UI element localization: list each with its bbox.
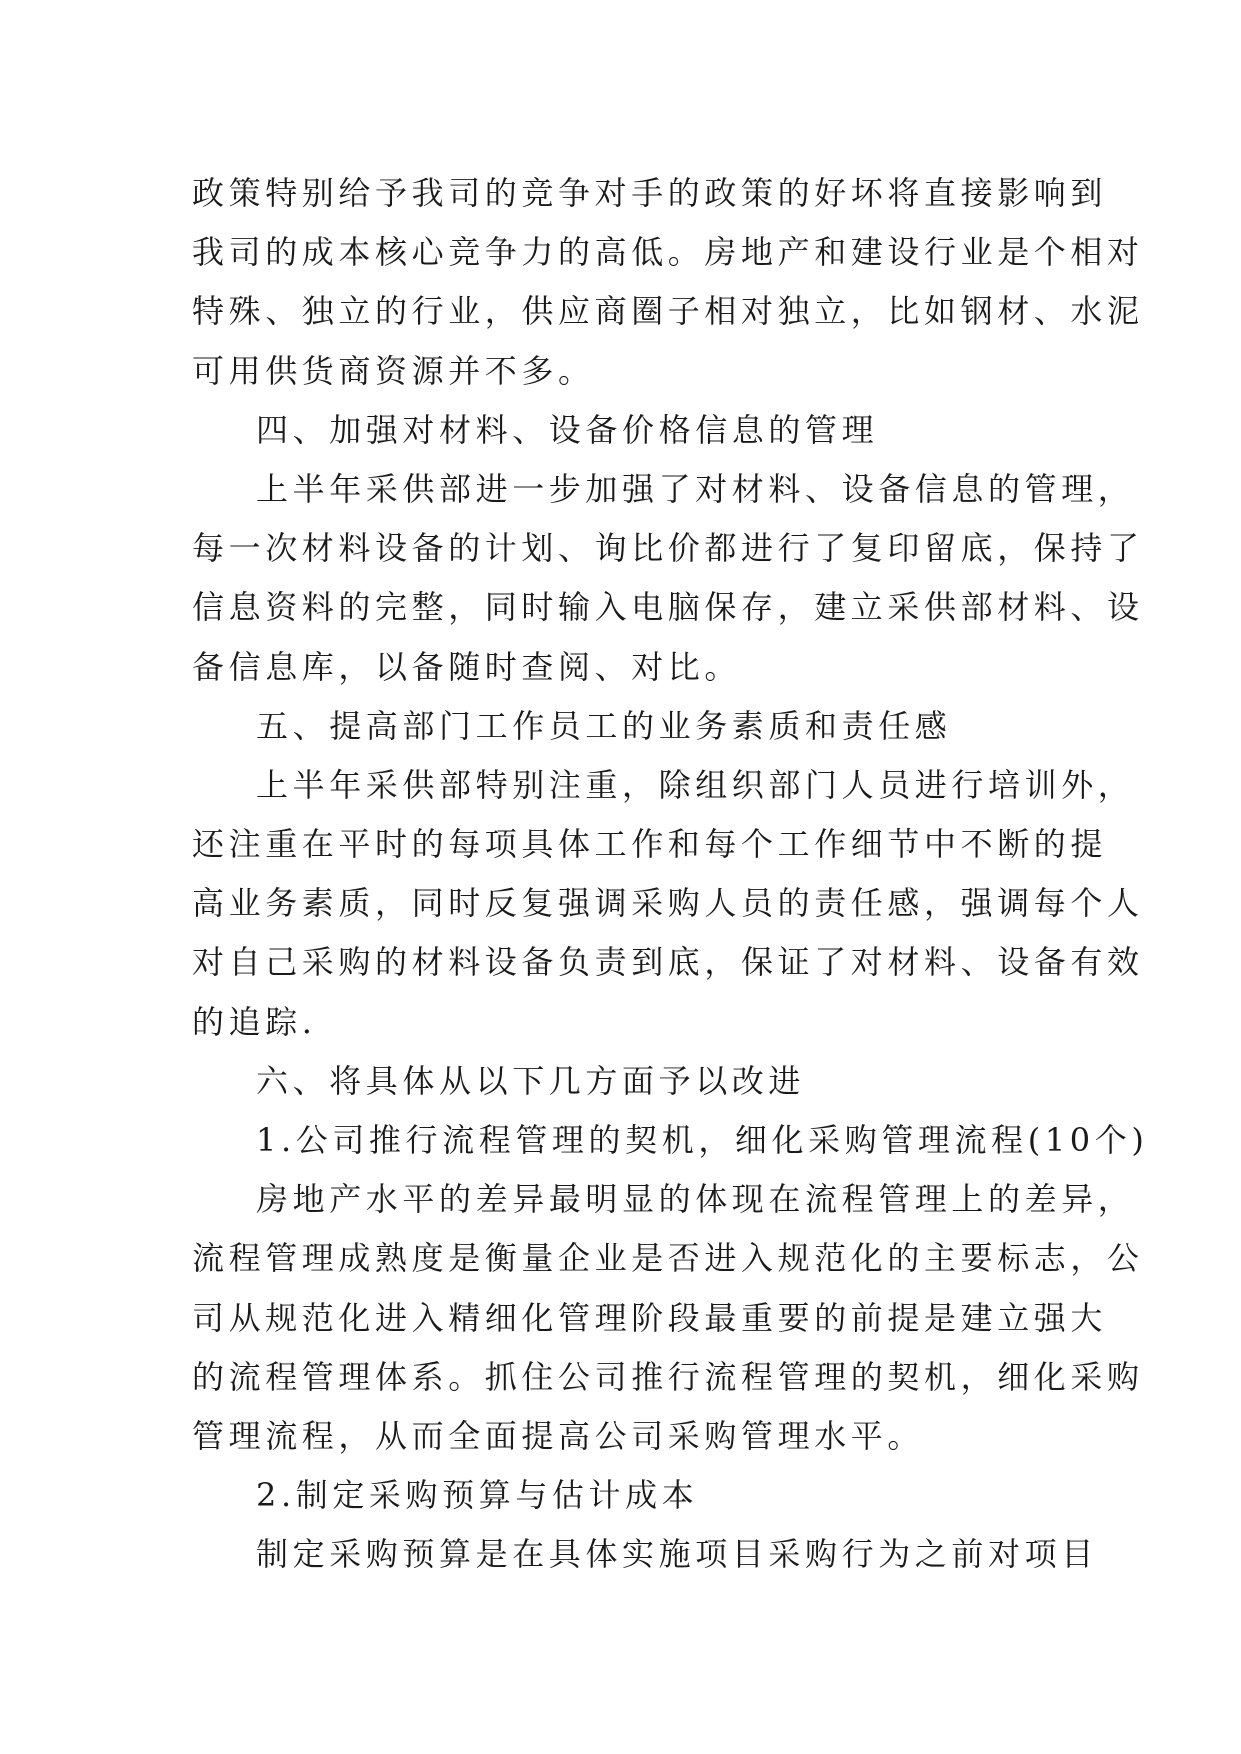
subsection-heading: 1.公司推行流程管理的契机，细化采购管理流程(10个): [256, 1121, 1149, 1159]
section-heading: 四、加强对材料、设备价格信息的管理: [256, 410, 879, 449]
text-line: 房地产水平的差异最明显的体现在流程管理上的差异，: [256, 1180, 1135, 1219]
document-body: [192, 164, 1149, 1585]
text-line: 备信息库，以备随时查阅、对比。: [192, 647, 742, 686]
text-line: 的追踪.: [192, 1002, 317, 1041]
text-line: 高业务素质，同时反复强调采购人员的责任感，强调每个人: [192, 884, 1144, 923]
text-line: 可用供货商资源并不多。: [192, 351, 595, 390]
text-line: 我司的成本核心竞争力的高低。房地产和建设行业是个相对: [192, 233, 1144, 272]
text-line: 还注重在平时的每项具体工作和每个工作细节中不断的提: [192, 825, 1108, 864]
text-line: 政策特别给予我司的竞争对手的政策的好坏将直接影响到: [192, 174, 1108, 212]
text-line: 信息资料的完整，同时输入电脑保存，建立采供部材料、设: [192, 588, 1144, 627]
text-line: 上半年采供部进一步加强了对材料、设备信息的管理，: [256, 469, 1135, 508]
subsection-heading: 2.制定采购预算与估计成本: [256, 1476, 699, 1515]
text-line: 对自己采购的材料设备负责到底，保证了对材料、设备有效: [192, 943, 1144, 982]
text-line: 每一次材料设备的计划、询比价都进行了复印留底，保持了: [192, 529, 1144, 568]
text-line: 的流程管理体系。抓住公司推行流程管理的契机，细化采购: [192, 1357, 1144, 1396]
text-line: 上半年采供部特别注重，除组织部门人员进行培训外，: [256, 765, 1135, 804]
text-line: 制定采购预算是在具体实施项目采购行为之前对项目: [256, 1535, 1098, 1574]
section-heading: 五、提高部门工作员工的业务素质和责任感: [256, 706, 952, 745]
text-line: 管理流程，从而全面提高公司采购管理水平。: [192, 1416, 925, 1455]
text-line: 特殊、独立的行业，供应商圈子相对独立，比如钢材、水泥: [192, 292, 1144, 331]
text-line: 司从规范化进入精细化管理阶段最重要的前提是建立强大: [192, 1298, 1108, 1337]
text-line: 流程管理成熟度是衡量企业是否进入规范化的主要标志，公: [192, 1239, 1144, 1278]
section-heading: 六、将具体从以下几方面予以改进: [256, 1061, 806, 1100]
